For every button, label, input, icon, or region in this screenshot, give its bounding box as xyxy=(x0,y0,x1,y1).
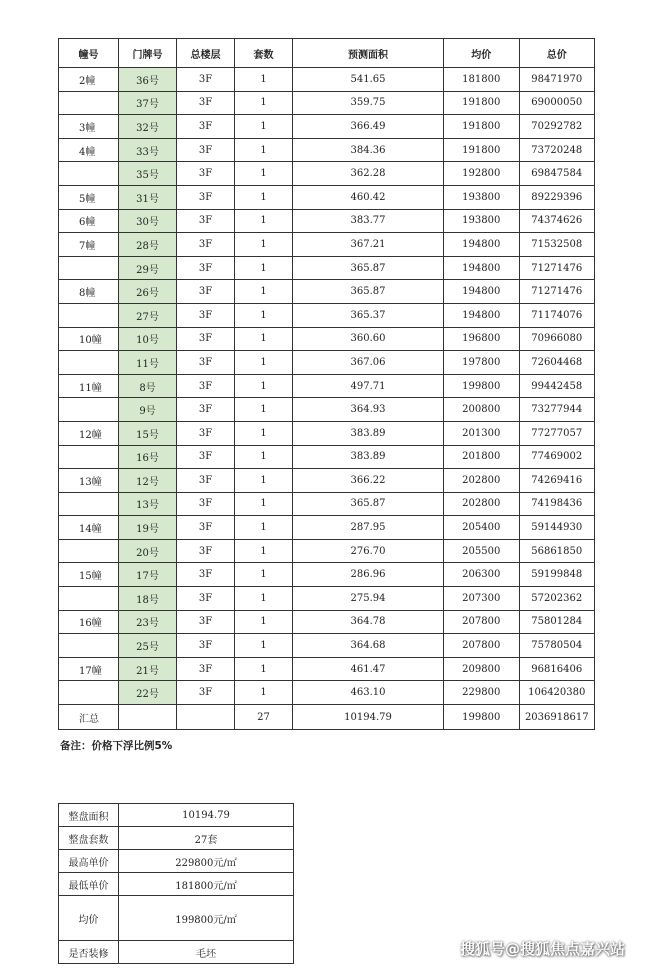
cell-floors: 3F xyxy=(177,398,235,422)
cell-door: 20号 xyxy=(119,539,177,563)
cell-units: 1 xyxy=(235,138,293,162)
cell-door: 27号 xyxy=(119,303,177,327)
header-avg-price: 均价 xyxy=(444,39,520,68)
price-table-body xyxy=(59,68,595,705)
cell-door: 18号 xyxy=(119,587,177,611)
cell-units: 1 xyxy=(235,351,293,375)
table-row xyxy=(59,681,595,705)
cell-building xyxy=(59,91,119,115)
cell-area: 364.68 xyxy=(293,634,444,658)
cell-door: 28号 xyxy=(119,233,177,257)
cell-door: 21号 xyxy=(119,657,177,681)
header-row xyxy=(59,39,595,68)
summary-row xyxy=(59,873,294,896)
cell-door: 16号 xyxy=(119,445,177,469)
cell-total-price: 69847584 xyxy=(519,162,595,186)
cell-building: 15幢 xyxy=(59,563,119,587)
cell-avg-price: 229800 xyxy=(444,681,520,705)
cell-door: 30号 xyxy=(119,209,177,233)
header-building: 幢号 xyxy=(59,39,119,68)
cell-units: 1 xyxy=(235,327,293,351)
table-row xyxy=(59,398,595,422)
cell-floors: 3F xyxy=(177,421,235,445)
table-row xyxy=(59,91,595,115)
cell-floors: 3F xyxy=(177,327,235,351)
cell-building: 16幢 xyxy=(59,610,119,634)
cell-units: 1 xyxy=(235,421,293,445)
table-row xyxy=(59,610,595,634)
price-note: 备注：价格下浮比例5% xyxy=(60,740,173,752)
cell-total-price: 89229396 xyxy=(519,185,595,209)
cell-area: 460.42 xyxy=(293,185,444,209)
cell-area: 463.10 xyxy=(293,681,444,705)
summary-label: 均价 xyxy=(59,896,119,941)
header-total-price: 总价 xyxy=(519,39,595,68)
cell-door: 9号 xyxy=(119,398,177,422)
cell-avg-price: 209800 xyxy=(444,657,520,681)
cell-units: 1 xyxy=(235,303,293,327)
cell-building xyxy=(59,634,119,658)
table-row xyxy=(59,587,595,611)
cell-total-price: 98471970 xyxy=(519,68,595,92)
cell-area: 276.70 xyxy=(293,539,444,563)
cell-floors: 3F xyxy=(177,138,235,162)
summary-label: 是否装修 xyxy=(59,941,119,964)
price-table xyxy=(58,38,595,730)
table-row xyxy=(59,138,595,162)
cell-door: 31号 xyxy=(119,185,177,209)
header-door: 门牌号 xyxy=(119,39,177,68)
cell-total-price: 71271476 xyxy=(519,280,595,304)
table-row xyxy=(59,516,595,540)
cell-area: 365.87 xyxy=(293,280,444,304)
cell-total-price: 96816406 xyxy=(519,657,595,681)
totals-avg-price: 199800 xyxy=(444,705,520,730)
cell-building: 12幢 xyxy=(59,421,119,445)
table-row xyxy=(59,563,595,587)
cell-floors: 3F xyxy=(177,256,235,280)
cell-units: 1 xyxy=(235,162,293,186)
cell-building: 3幢 xyxy=(59,115,119,139)
cell-units: 1 xyxy=(235,634,293,658)
table-row xyxy=(59,115,595,139)
cell-units: 1 xyxy=(235,68,293,92)
cell-total-price: 70292782 xyxy=(519,115,595,139)
cell-avg-price: 181800 xyxy=(444,68,520,92)
cell-floors: 3F xyxy=(177,233,235,257)
cell-floors: 3F xyxy=(177,516,235,540)
cell-building xyxy=(59,256,119,280)
cell-avg-price: 194800 xyxy=(444,303,520,327)
cell-door: 12号 xyxy=(119,469,177,493)
cell-floors: 3F xyxy=(177,280,235,304)
cell-building xyxy=(59,539,119,563)
cell-avg-price: 202800 xyxy=(444,469,520,493)
cell-total-price: 70966080 xyxy=(519,327,595,351)
cell-building xyxy=(59,445,119,469)
cell-area: 287.95 xyxy=(293,516,444,540)
cell-area: 383.89 xyxy=(293,445,444,469)
totals-area: 10194.79 xyxy=(293,705,444,730)
cell-avg-price: 207800 xyxy=(444,610,520,634)
cell-area: 384.36 xyxy=(293,138,444,162)
header-floors: 总楼层 xyxy=(177,39,235,68)
table-row xyxy=(59,185,595,209)
cell-area: 366.49 xyxy=(293,115,444,139)
cell-floors: 3F xyxy=(177,303,235,327)
cell-avg-price: 205500 xyxy=(444,539,520,563)
cell-door: 23号 xyxy=(119,610,177,634)
cell-door: 8号 xyxy=(119,374,177,398)
cell-area: 367.21 xyxy=(293,233,444,257)
summary-value: 199800元/㎡ xyxy=(119,896,294,941)
totals-row xyxy=(59,705,595,730)
cell-total-price: 71271476 xyxy=(519,256,595,280)
cell-building xyxy=(59,162,119,186)
cell-total-price: 99442458 xyxy=(519,374,595,398)
table-row xyxy=(59,445,595,469)
cell-area: 364.78 xyxy=(293,610,444,634)
cell-total-price: 69000050 xyxy=(519,91,595,115)
table-row xyxy=(59,209,595,233)
cell-total-price: 77277057 xyxy=(519,421,595,445)
cell-area: 365.37 xyxy=(293,303,444,327)
header-units: 套数 xyxy=(235,39,293,68)
cell-avg-price: 207800 xyxy=(444,634,520,658)
cell-building: 11幢 xyxy=(59,374,119,398)
cell-building: 8幢 xyxy=(59,280,119,304)
totals-total-price: 2036918617 xyxy=(519,705,595,730)
cell-building xyxy=(59,681,119,705)
cell-total-price: 72604468 xyxy=(519,351,595,375)
cell-area: 365.87 xyxy=(293,256,444,280)
cell-units: 1 xyxy=(235,563,293,587)
table-row xyxy=(59,421,595,445)
table-row xyxy=(59,351,595,375)
cell-total-price: 71532508 xyxy=(519,233,595,257)
cell-area: 541.65 xyxy=(293,68,444,92)
cell-area: 286.96 xyxy=(293,563,444,587)
cell-units: 1 xyxy=(235,657,293,681)
summary-value: 181800元/㎡ xyxy=(119,873,294,896)
cell-units: 1 xyxy=(235,516,293,540)
cell-door: 19号 xyxy=(119,516,177,540)
cell-avg-price: 201800 xyxy=(444,445,520,469)
cell-building xyxy=(59,587,119,611)
cell-avg-price: 193800 xyxy=(444,185,520,209)
cell-door: 35号 xyxy=(119,162,177,186)
totals-floors xyxy=(177,705,235,730)
cell-avg-price: 191800 xyxy=(444,91,520,115)
cell-door: 25号 xyxy=(119,634,177,658)
cell-area: 461.47 xyxy=(293,657,444,681)
cell-avg-price: 191800 xyxy=(444,115,520,139)
cell-floors: 3F xyxy=(177,563,235,587)
cell-floors: 3F xyxy=(177,469,235,493)
cell-building: 14幢 xyxy=(59,516,119,540)
cell-total-price: 71174076 xyxy=(519,303,595,327)
cell-building: 5幢 xyxy=(59,185,119,209)
cell-area: 359.75 xyxy=(293,91,444,115)
totals-door xyxy=(119,705,177,730)
cell-units: 1 xyxy=(235,233,293,257)
cell-floors: 3F xyxy=(177,634,235,658)
cell-units: 1 xyxy=(235,280,293,304)
cell-building xyxy=(59,398,119,422)
totals-label: 汇总 xyxy=(59,705,119,730)
cell-floors: 3F xyxy=(177,91,235,115)
cell-building: 10幢 xyxy=(59,327,119,351)
cell-area: 360.60 xyxy=(293,327,444,351)
cell-building: 13幢 xyxy=(59,469,119,493)
cell-total-price: 74269416 xyxy=(519,469,595,493)
cell-area: 366.22 xyxy=(293,469,444,493)
summary-row xyxy=(59,804,294,827)
cell-building: 2幢 xyxy=(59,68,119,92)
cell-floors: 3F xyxy=(177,162,235,186)
cell-building: 17幢 xyxy=(59,657,119,681)
cell-floors: 3F xyxy=(177,445,235,469)
cell-total-price: 75801284 xyxy=(519,610,595,634)
cell-building xyxy=(59,492,119,516)
summary-table-body xyxy=(59,804,294,964)
cell-area: 362.28 xyxy=(293,162,444,186)
cell-floors: 3F xyxy=(177,68,235,92)
summary-value: 毛坯 xyxy=(119,941,294,964)
cell-units: 1 xyxy=(235,469,293,493)
summary-value: 27套 xyxy=(119,827,294,850)
cell-avg-price: 201300 xyxy=(444,421,520,445)
table-row xyxy=(59,256,595,280)
cell-total-price: 74198436 xyxy=(519,492,595,516)
table-row xyxy=(59,492,595,516)
cell-avg-price: 199800 xyxy=(444,374,520,398)
cell-area: 275.94 xyxy=(293,587,444,611)
table-row xyxy=(59,233,595,257)
cell-avg-price: 206300 xyxy=(444,563,520,587)
table-row xyxy=(59,280,595,304)
cell-area: 367.06 xyxy=(293,351,444,375)
cell-total-price: 74374626 xyxy=(519,209,595,233)
table-row xyxy=(59,657,595,681)
cell-total-price: 77469002 xyxy=(519,445,595,469)
cell-door: 13号 xyxy=(119,492,177,516)
cell-floors: 3F xyxy=(177,539,235,563)
summary-label: 最低单价 xyxy=(59,873,119,896)
cell-total-price: 56861850 xyxy=(519,539,595,563)
summary-row xyxy=(59,941,294,964)
table-row xyxy=(59,162,595,186)
cell-avg-price: 200800 xyxy=(444,398,520,422)
cell-door: 29号 xyxy=(119,256,177,280)
cell-door: 15号 xyxy=(119,421,177,445)
totals-units: 27 xyxy=(235,705,293,730)
price-table-footer xyxy=(59,705,595,730)
price-table-header xyxy=(59,39,595,68)
summary-label: 整盘套数 xyxy=(59,827,119,850)
cell-area: 383.89 xyxy=(293,421,444,445)
summary-row xyxy=(59,827,294,850)
cell-units: 1 xyxy=(235,492,293,516)
summary-table xyxy=(58,803,294,964)
table-row xyxy=(59,374,595,398)
cell-door: 37号 xyxy=(119,91,177,115)
cell-door: 33号 xyxy=(119,138,177,162)
table-row xyxy=(59,634,595,658)
cell-avg-price: 194800 xyxy=(444,280,520,304)
cell-building: 6幢 xyxy=(59,209,119,233)
cell-building xyxy=(59,351,119,375)
cell-total-price: 59199848 xyxy=(519,563,595,587)
cell-units: 1 xyxy=(235,209,293,233)
summary-row xyxy=(59,896,294,941)
cell-avg-price: 194800 xyxy=(444,233,520,257)
header-area: 预测面积 xyxy=(293,39,444,68)
table-row xyxy=(59,327,595,351)
cell-total-price: 73277944 xyxy=(519,398,595,422)
cell-building xyxy=(59,303,119,327)
cell-building: 4幢 xyxy=(59,138,119,162)
cell-total-price: 106420380 xyxy=(519,681,595,705)
cell-door: 32号 xyxy=(119,115,177,139)
cell-avg-price: 207300 xyxy=(444,587,520,611)
cell-area: 365.87 xyxy=(293,492,444,516)
cell-area: 364.93 xyxy=(293,398,444,422)
cell-total-price: 59144930 xyxy=(519,516,595,540)
cell-area: 497.71 xyxy=(293,374,444,398)
table-row xyxy=(59,68,595,92)
cell-units: 1 xyxy=(235,681,293,705)
cell-avg-price: 192800 xyxy=(444,162,520,186)
cell-total-price: 57202362 xyxy=(519,587,595,611)
summary-row xyxy=(59,850,294,873)
cell-floors: 3F xyxy=(177,587,235,611)
summary-value: 229800元/㎡ xyxy=(119,850,294,873)
table-row xyxy=(59,303,595,327)
cell-floors: 3F xyxy=(177,374,235,398)
cell-units: 1 xyxy=(235,610,293,634)
cell-avg-price: 202800 xyxy=(444,492,520,516)
cell-avg-price: 194800 xyxy=(444,256,520,280)
cell-door: 36号 xyxy=(119,68,177,92)
cell-avg-price: 193800 xyxy=(444,209,520,233)
cell-door: 26号 xyxy=(119,280,177,304)
cell-building: 7幢 xyxy=(59,233,119,257)
cell-units: 1 xyxy=(235,398,293,422)
cell-avg-price: 205400 xyxy=(444,516,520,540)
summary-value: 10194.79 xyxy=(119,804,294,827)
cell-units: 1 xyxy=(235,91,293,115)
cell-avg-price: 191800 xyxy=(444,138,520,162)
cell-floors: 3F xyxy=(177,351,235,375)
cell-floors: 3F xyxy=(177,185,235,209)
table-row xyxy=(59,469,595,493)
cell-avg-price: 196800 xyxy=(444,327,520,351)
cell-units: 1 xyxy=(235,445,293,469)
summary-label: 整盘面积 xyxy=(59,804,119,827)
cell-door: 10号 xyxy=(119,327,177,351)
table-row xyxy=(59,539,595,563)
cell-floors: 3F xyxy=(177,115,235,139)
cell-floors: 3F xyxy=(177,657,235,681)
watermark: 搜狐号@搜狐焦点嘉兴站 xyxy=(460,940,626,958)
cell-floors: 3F xyxy=(177,681,235,705)
cell-units: 1 xyxy=(235,115,293,139)
cell-units: 1 xyxy=(235,587,293,611)
cell-floors: 3F xyxy=(177,610,235,634)
cell-units: 1 xyxy=(235,539,293,563)
cell-avg-price: 197800 xyxy=(444,351,520,375)
cell-door: 11号 xyxy=(119,351,177,375)
summary-label: 最高单价 xyxy=(59,850,119,873)
cell-units: 1 xyxy=(235,256,293,280)
cell-floors: 3F xyxy=(177,492,235,516)
cell-floors: 3F xyxy=(177,209,235,233)
cell-door: 22号 xyxy=(119,681,177,705)
cell-units: 1 xyxy=(235,374,293,398)
cell-total-price: 73720248 xyxy=(519,138,595,162)
cell-total-price: 75780504 xyxy=(519,634,595,658)
cell-door: 17号 xyxy=(119,563,177,587)
cell-area: 383.77 xyxy=(293,209,444,233)
cell-units: 1 xyxy=(235,185,293,209)
